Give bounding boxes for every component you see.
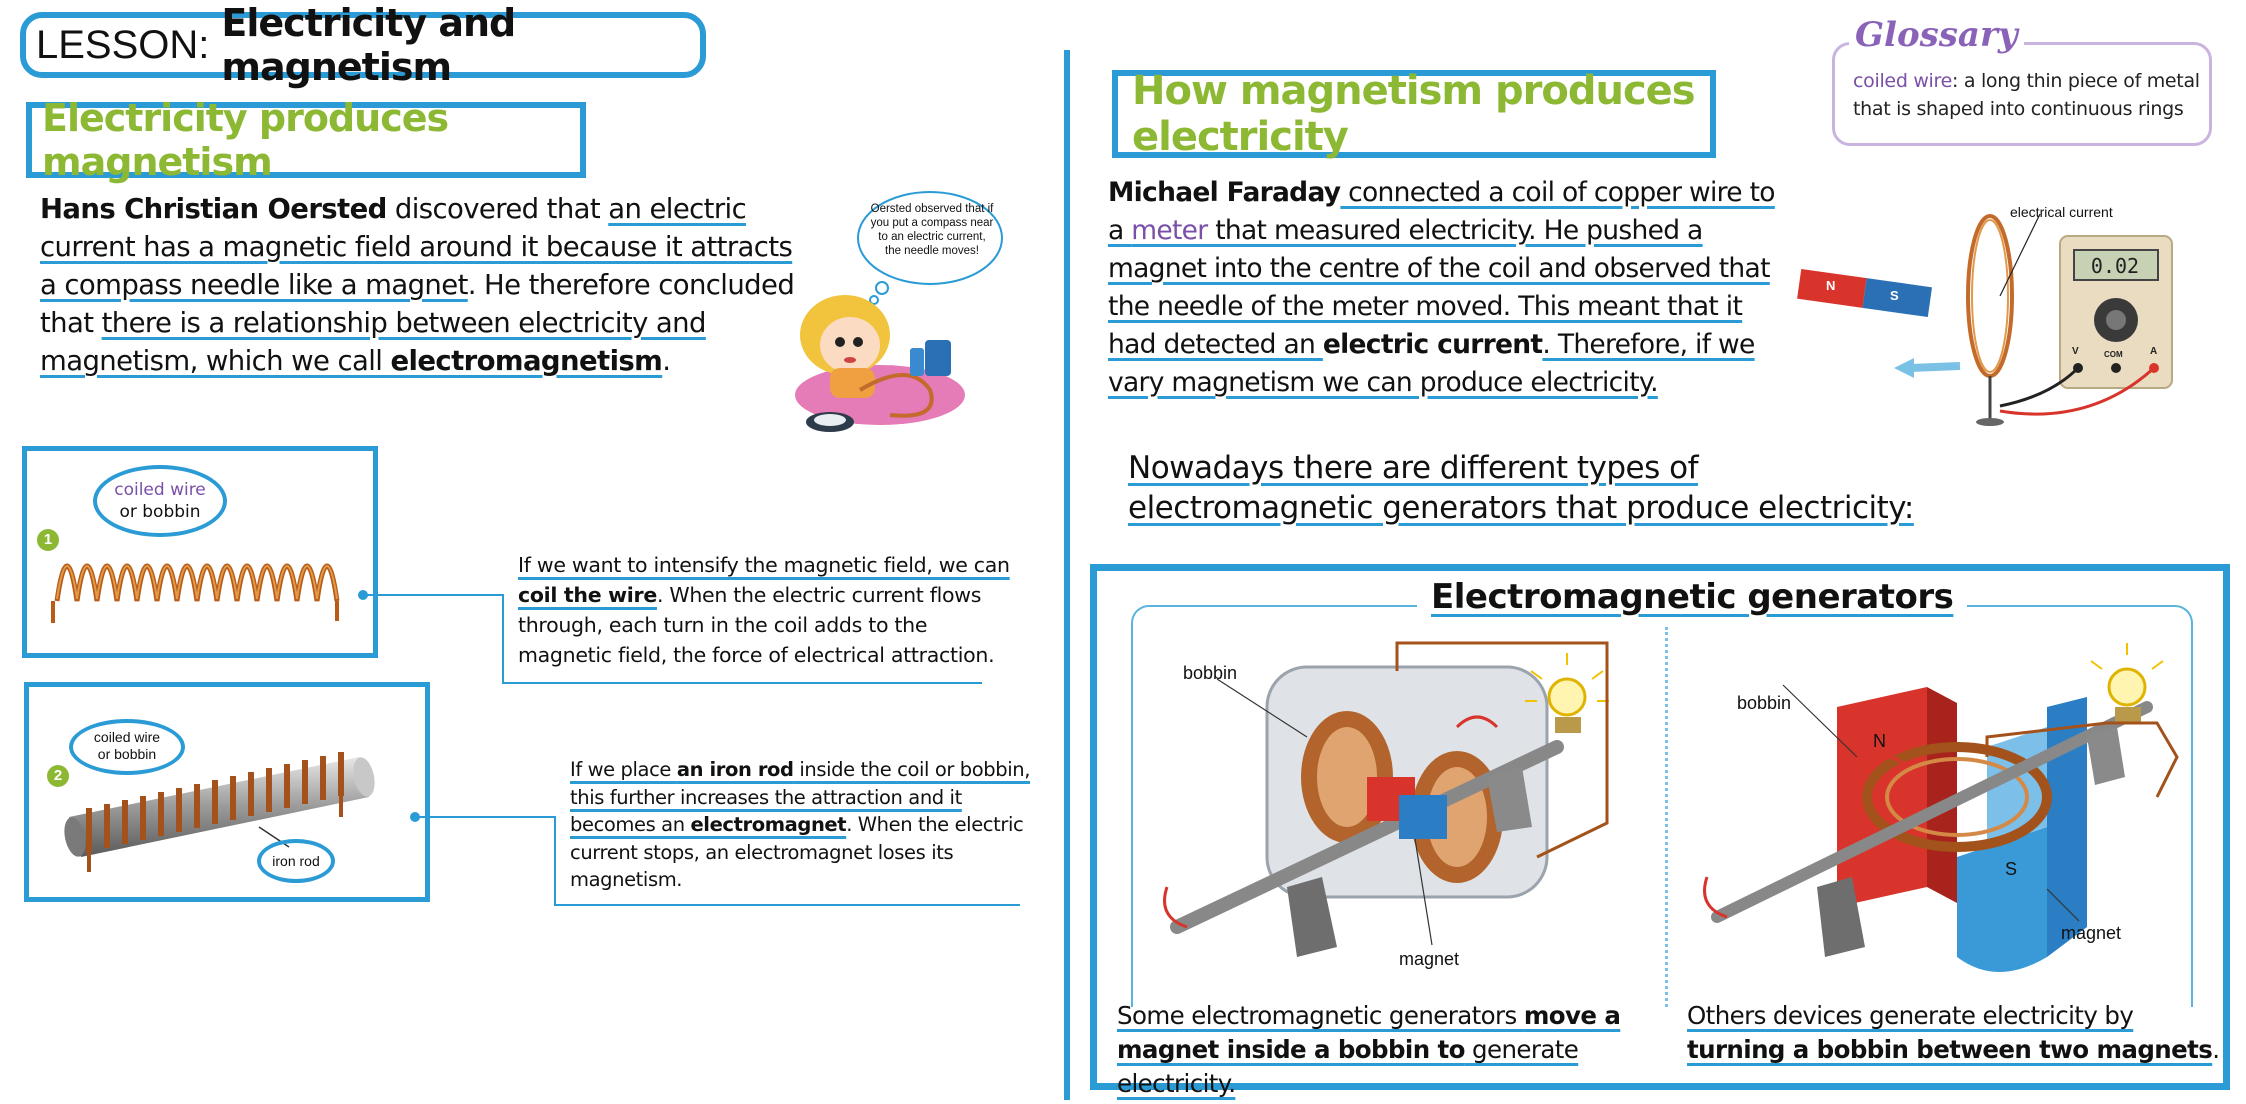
faraday-apparatus — [1790, 196, 2230, 432]
generator-left — [1137, 627, 1657, 997]
coiled-wire-label: coiled wire or bobbin — [93, 465, 227, 537]
lesson-header — [20, 1, 706, 89]
meter-display: 0.02 — [2090, 254, 2140, 278]
iron-rod-term: an iron rod — [676, 758, 794, 781]
faraday-paragraph: Michael Faraday connected a coil of copper wire to a meter that measured electricity. He pushed a magnet into the centre of the coil and observed that the needle of the meter moved. This meant that it had detected an electric current. Therefore, if we vary magnetism we can produce electricity. — [1108, 177, 1775, 398]
generator-left-bobbin-label: bobbin — [1183, 663, 1238, 683]
speech-bubble-text: Oersted observed that if you put a compass near to an electric current, the needle moves! — [870, 203, 994, 257]
lesson-title: Electricity and magnetism — [221, 1, 516, 89]
figure-1-number: 1 — [37, 529, 59, 551]
meter-term: meter — [1131, 215, 1208, 246]
electrical-current-label: electrical current — [2010, 204, 2113, 220]
iron-rod-coil-illustration — [29, 687, 425, 897]
electric-current-term: electric current — [1322, 329, 1543, 360]
glossary-term: coiled wire — [1853, 70, 1953, 92]
coiled-wire-label-2: coiled wire or bobbin — [69, 719, 185, 775]
connector-line-2a — [414, 816, 556, 818]
text-block-2: If we place an iron rod inside the coil or bobbin, this further increases the attraction and it becomes an electromagnet. When the electric current stops, an electromagnet loses its magnetism. — [570, 758, 1031, 891]
connector-dot-2 — [410, 812, 420, 822]
coil-the-wire-term: coil the wire — [518, 583, 657, 607]
page-divider — [1064, 50, 1070, 1100]
oersted-name: Hans Christian Oersted — [40, 193, 387, 225]
figure-2-box — [24, 682, 430, 902]
electromagnet-term: electromagnet — [690, 813, 847, 836]
section-title-box-right — [1112, 70, 1716, 158]
glossary-heading: Glossary — [1849, 15, 2024, 55]
magnet-coil-meter-illustration — [1790, 196, 2230, 432]
connector-line-1a — [362, 594, 504, 596]
glossary-definition: coiled wire: a long thin piece of metal that is shaped into continuous rings — [1853, 70, 2200, 120]
connector-dot-1 — [358, 590, 368, 600]
nowadays-statement: Nowadays there are different types of electromagnetic generators that produce electricity: — [1128, 450, 1914, 526]
generators-title: Electromagnetic generators — [1417, 577, 1967, 617]
lesson-prefix: LESSON: — [36, 22, 210, 67]
glossary-box — [1832, 15, 2212, 146]
generator-left-caption: Some electromagnetic generators move a magnet inside a bobbin to generate electricity. — [1117, 1001, 1621, 1098]
faraday-name: Michael Faraday — [1108, 177, 1341, 208]
generator-right — [1687, 627, 2197, 997]
iron-rod-label: iron rod — [257, 839, 335, 883]
generator-right-caption: Others devices generate electricity by turning a bobbin between two magnets. — [1687, 1001, 2220, 1064]
magnet-n-label: N — [1826, 278, 1836, 293]
meter-v-label: V — [2072, 346, 2079, 357]
generator-left-magnet-label: magnet — [1399, 949, 1460, 969]
meter-a-label: A — [2150, 346, 2158, 357]
text-block-1: If we want to intensify the magnetic field, we can coil the wire. When the electric current flows through, each turn in the coil adds to the magnetic field, the force of electrical attraction. — [518, 553, 1010, 667]
magnet-s-label: S — [1890, 288, 1899, 303]
section-title-left: Electricity produces magnetism — [42, 96, 449, 184]
generators-box — [1090, 564, 2230, 1098]
generator-right-bobbin-label: bobbin — [1737, 693, 1792, 713]
generator-right-s-label: S — [2005, 859, 2018, 879]
section-title-box-left — [26, 96, 586, 184]
meter-com-label: COM — [2104, 350, 2123, 359]
oersted-paragraph: Hans Christian Oersted discovered that an electric current has a magnetic field around it because it attracts a compass needle like a magnet. He therefore concluded that there is a relationship between electricity and magnetism, which we call electromagnetism. — [40, 193, 795, 377]
generator-right-magnet-label: magnet — [2061, 923, 2122, 943]
oersted-cartoon — [790, 190, 1010, 440]
generator-right-n-label: N — [1873, 731, 1886, 751]
figure-1-box — [22, 446, 378, 658]
electromagnetism-term: electromagnetism — [390, 345, 663, 377]
generators-divider — [1665, 627, 1668, 1007]
section-title-right: How magnetism produces electricity — [1132, 68, 1695, 160]
figure-2-number: 2 — [47, 765, 69, 787]
